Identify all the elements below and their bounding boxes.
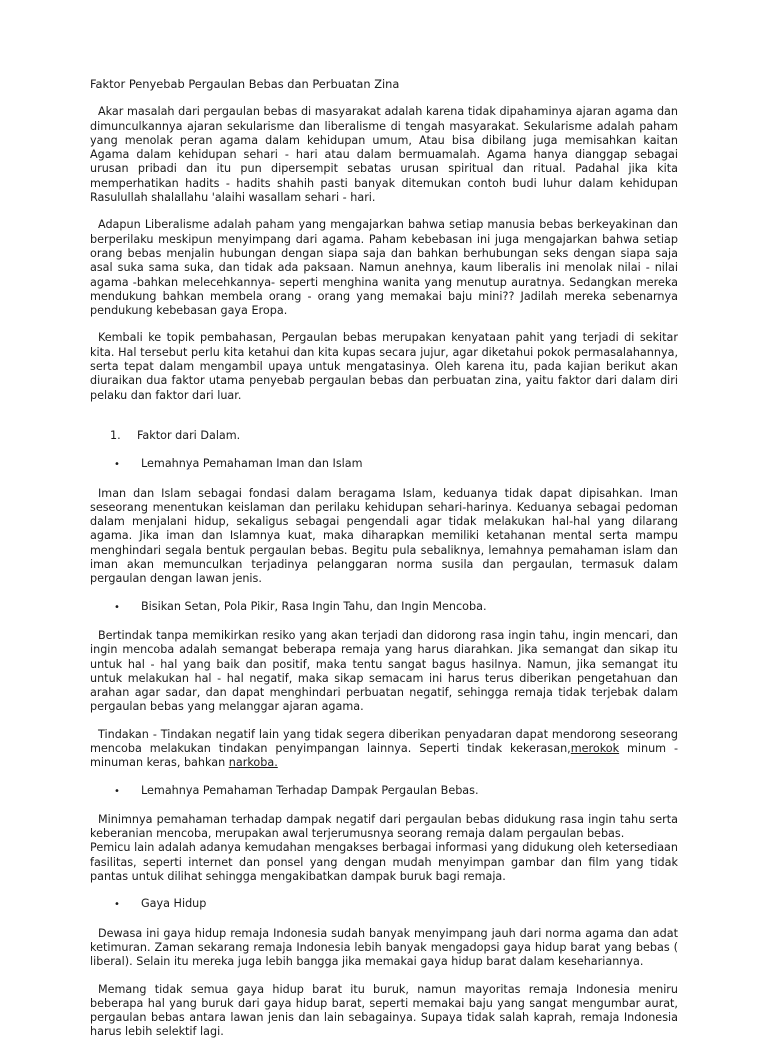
list-number: 1. [110, 428, 121, 442]
bullet-label: Lemahnya Pemahaman Iman dan Islam [141, 457, 363, 471]
bullet-item-gaya-hidup [90, 897, 678, 912]
paragraph-memang: Memang tidak semua gaya hidup barat itu buruk, namun mayoritas remaja Indonesia meniru beberapa hal yang buruk dari gaya hidup barat, seperti memakai baju yang sangat mengumbar aurat, pergaulan bebas antara lawan jenis dan lain sebagainya. Supaya tidak salah kaprah, remaja Indonesia harus lebih selektif lagi. [90, 982, 678, 1039]
paragraph-pemicu-text: Pemicu lain adalah adanya kemudahan mengakses berbagai informasi yang didukung oleh ketersediaan fasilitas, seperti internet dan ponsel yang dengan mudah menyimpan gambar dan film yang tidak pantas untuk dilihat sehingga mengakibatkan dampak buruk bagi remaja. [90, 841, 678, 884]
document-body [90, 77, 682, 1053]
paragraph-dewasa-ini: Dewasa ini gaya hidup remaja Indonesia sudah banyak menyimpang jauh dari norma agama dan adat ketimuran. Zaman sekarang remaja Indonesia lebih banyak mengadopsi gaya hidup barat yang bebas ( liberal). Selain itu mereka juga lebih bangga jika memakai gaya hidup barat dalam kesehariannya. [90, 926, 678, 969]
numbered-item-faktor-dalam [90, 429, 678, 443]
paragraph-minimnya-text: Minimnya pemahaman terhadap dampak negatif dari pergaulan bebas didukung rasa ingin tahu serta keberanian mencoba, merupakan awal terjerumusnya seorang remaja dalam pergaulan bebas. [90, 812, 678, 841]
link-merokok[interactable]: merokok [570, 741, 620, 755]
paragraph-minimnya [90, 813, 678, 884]
bullet-icon: • [114, 601, 120, 613]
bullet-item-dampak [90, 784, 678, 799]
paragraph-tindakan-text-2: minum - minuman keras, bahkan [90, 741, 682, 770]
paragraph-sekularisme: Akar masalah dari pergaulan bebas di masyarakat adalah karena tidak dipahaminya ajaran agama dan dimunculkannya ajaran sekularisme dan liberalisme di tengah masyarakat. Sekularisme adalah paham yang menolak peran agama dalam kehidupan umum, Atau bisa dibilang juga memisahkan kaitan Agama dalam kehidupan sehari - hari atau dalam bermuamalah. Agama hanya dianggap sebagai urusan pribadi dan itu pun dipersempit sebatas urusan spiritual dan ritual. Padahal jika kita memperhatikan hadits - hadits shahih pasti banyak ditemukan contoh budi luhur dalam kehidupan Rasulullah shalallahu 'alaihi wasallam sehari - hari. [90, 105, 678, 205]
paragraph-tindakan-text: Tindakan - Tindakan negatif lain yang tidak segera diberikan penyadaran dapat mendorong seseorang mencoba melakukan tindakan penyimpangan lainnya. Seperti tindak kekerasan, [90, 727, 678, 755]
bullet-icon: • [114, 785, 120, 797]
paragraph-bertindak: Bertindak tanpa memikirkan resiko yang akan terjadi dan didorong rasa ingin tahu, ingin mencari, dan ingin mencoba adalah semangat beberapa remaja yang harus diarahkan. Jika semangat dan sikap itu untuk hal - hal yang baik dan positif, maka tentu sangat bagus hasilnya. Namun, jika semangat itu untuk melakukan hal - hal negatif, maka sikap semacam ini harus terus diberikan pengetahuan dan arahan agar sadar, dan dapat menghindari perbuatan negatif, sehingga remaja tidak terjebak dalam pergaulan bebas yang melanggar ajaran agama. [90, 628, 678, 714]
paragraph-iman-islam: Iman dan Islam sebagai fondasi dalam beragama Islam, keduanya tidak dapat dipisahkan. Iman seseorang menentukan keislaman dan perilaku kehidupan sehari-harinya. Keduanya sebagai pedoman dalam menjalani hidup, sekaligus sebagai pengendali agar tidak melakukan hal-hal yang dilarang agama. Jika iman dan Islamnya kuat, maka diharapkan memiliki ketahanan mental serta mampu menghindari segala bentuk pergaulan bebas. Begitu pula sebaliknya, lemahnya pemahaman islam dan iman akan memunculkan terjadinya pelanggaran norma susila dan pergaulan, termasuk dalam pergaulan dengan lawan jenis. [90, 486, 678, 586]
paragraph-topik: Kembali ke topik pembahasan, Pergaulan bebas merupakan kenyataan pahit yang terjadi di sekitar kita. Hal tersebut perlu kita ketahui dan kita kupas secara jujur, agar diketahui pokok permasalahannya, serta tepat dalam mengambil upaya untuk mengatasinya. Oleh karena itu, pada kajian berikut akan diuraikan dua faktor utama penyebab pergaulan bebas dan perbuatan zina, yaitu faktor dari dalam diri pelaku dan faktor dari luar. [90, 331, 678, 402]
numbered-item-label: Faktor dari Dalam. [137, 428, 241, 442]
bullet-item-iman-islam [90, 457, 678, 472]
paragraph-tindakan [90, 727, 682, 771]
bullet-label: Lemahnya Pemahaman Terhadap Dampak Pergaulan Bebas. [141, 783, 479, 797]
document-title: Faktor Penyebab Pergaulan Bebas dan Perbuatan Zina [90, 77, 400, 91]
bullet-item-bisikan-setan [90, 600, 678, 615]
bullet-label: Bisikan Setan, Pola Pikir, Rasa Ingin Tahu, dan Ingin Mencoba. [141, 599, 487, 613]
bullet-icon: • [114, 899, 120, 911]
link-narkoba[interactable]: narkoba. [228, 756, 278, 770]
bullet-label: Gaya Hidup [141, 897, 207, 911]
bullet-icon: • [114, 459, 120, 471]
paragraph-liberalisme: Adapun Liberalisme adalah paham yang mengajarkan bahwa setiap manusia bebas berkeyakinan dan berperilaku meskipun menyimpang dari agama. Paham kebebasan ini juga mengajarkan bahwa setiap orang bebas menjalin hubungan dengan siapa saja dan bahkan berhubungan seks dengan siapa saja asal suka sama suka, dan tidak ada paksaan. Namun anehnya, kaum liberalis ini menolak nilai - nilai agama -bahkan melecehkannya- seperti menghina wanita yang menutup auratnya. Sedangkan mereka mendukung bahkan membela orang - orang yang memakai baju mini?? Jadilah mereka sebenarnya pendukung kebebasan gaya Eropa. [90, 218, 678, 318]
